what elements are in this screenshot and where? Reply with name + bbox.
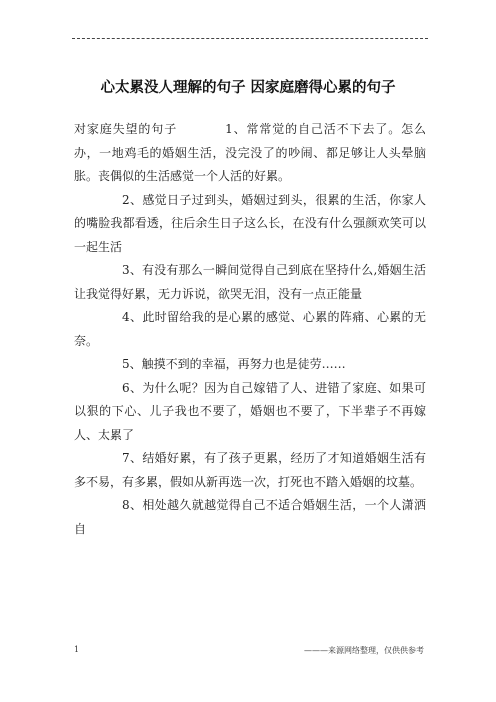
page-number: 1 [74, 645, 80, 654]
page-footer [0, 645, 496, 661]
paragraph-3: 3、有没有那么一瞬间觉得自己到底在坚持什么,婚姻生活让我觉得好累，无力诉说，欲哭无泪，没有一点正能量 [74, 263, 426, 301]
header-dashed-rule [72, 38, 428, 39]
paragraph-1 [74, 118, 426, 189]
paragraph-4: 4、此时留给我的是心累的感觉、心累的阵痛、心累的无奈。 [74, 310, 426, 348]
paragraph-6: 6、为什么呢？因为自己嫁错了人、进错了家庭、如果可以狠的下心、儿子我也不要了，婚姻也不要了，下半辈子不再嫁人、太累了 [74, 380, 426, 442]
document-title: 心太累没人理解的句子 因家庭磨得心累的句子 [100, 80, 396, 96]
paragraph-2: 2、感觉日子过到头，婚姻过到头，很累的生活，你家人的嘴脸我都看透，往后余生日子这么长，在没有什么强颜欢笑可以一起生活 [74, 192, 426, 254]
source-note: ———来源网络整理，仅供供参考 [304, 646, 424, 655]
subheading: 对家庭失望的句子 [74, 122, 178, 136]
paragraph-1-text: 1、常常觉的自己活不下去了。怎么办，一地鸡毛的婚姻生活，没完没了的吵闹、都足够让人头晕脑胀。丧偶似的生活感觉一个人活的好累。 [74, 122, 426, 183]
document-body [74, 118, 426, 541]
paragraph-5: 5、触摸不到的幸福，再努力也是徒劳…… [122, 357, 346, 371]
paragraph-7: 7、结婚好累，有了孩子更累，经历了才知道婚姻生活有多不易，有多累，假如从新再选一次，打死也不踏入婚姻的坟墓。 [74, 451, 426, 489]
paragraph-8: 8、相处越久就越觉得自己不适合婚姻生活，一个人潇洒自 [74, 498, 426, 536]
